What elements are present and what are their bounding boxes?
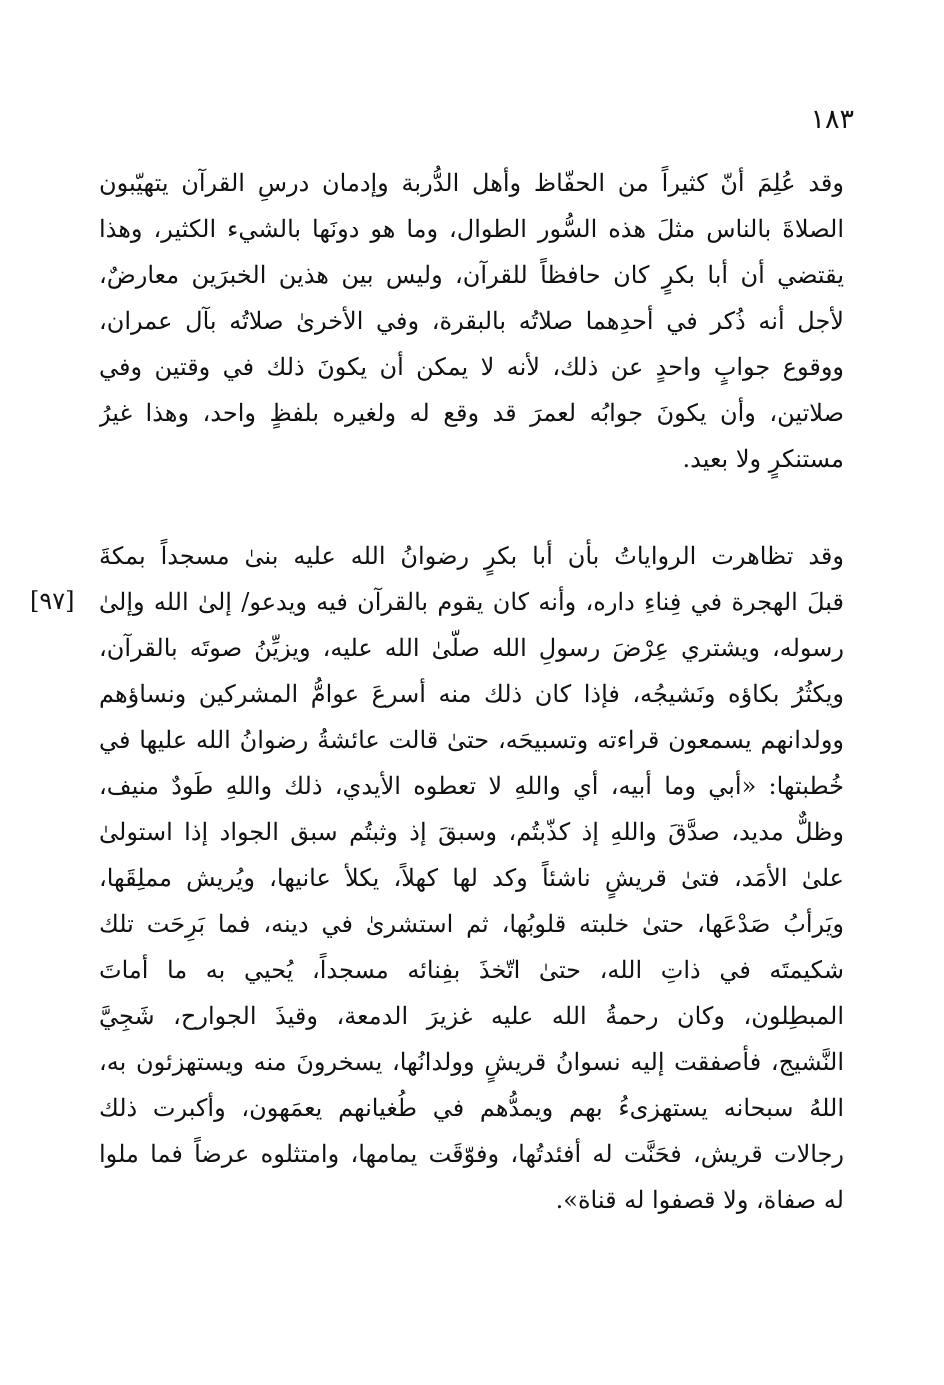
text-line: الصلاةَ بالناس مثلَ هذه السُّور الطوال، وما هو دونَها بالشيء الكثير، وهذا (99, 215, 844, 243)
page-number: ١٨٣ (810, 104, 854, 135)
text-line: علىٰ الأمَد، فتىٰ قريشٍ ناشئاً وكد لها كهلاً، يكلأ عانيها، ويُريش مملِقَها، (99, 864, 844, 892)
text-line: لأجل أنه ذُكر في أحدِهما صلاتُه بالبقرة، وفي الأخرىٰ صلاتُه بآل عمران، (99, 307, 844, 335)
text-line: له صفاة، ولا قصفوا له قناة». (555, 1186, 844, 1214)
text-line: رجالات قريش، فحَنَّت له أفئدتُها، وفوّقَت يمامها، وامتثلوه عرضاً فما ملوا (99, 1140, 844, 1168)
text-line: ويكثُرُ بكاؤه ونَشيجُه، فإذا كان ذلك منه أسرعَ عوامُّ المشركين ونساؤهم (99, 680, 844, 708)
text-line: خُطبتها: «أبي وما أبيه، أي واللهِ لا تعطوه الأيدي، ذلك واللهِ طَودٌ منيف، (99, 772, 844, 800)
text-line: اللهُ سبحانه يستهزىءُ بهم ويمدُّهم في طُغيانهم يعمَهون، وأكبرت ذلك (99, 1094, 844, 1122)
text-line: وقد تظاهرت الرواياتُ بأن أبا بكرٍ رضوانُ الله عليه بنىٰ مسجداً بمكةَ (99, 542, 844, 570)
text-line: مستنكرٍ ولا بعيد. (682, 445, 844, 473)
paragraph-1 (99, 160, 844, 482)
text-line: وولدانهم يسمعون قراءته وتسبيحَه، حتىٰ قالت عائشةُ رضوانُ الله عليها في (99, 726, 844, 754)
text-line: رسوله، ويشتري عِرْضَ رسولِ الله صلّىٰ الله عليه، ويزيِّنُ صوتَه بالقرآن، (99, 634, 844, 662)
text-line: ويَرأبُ صَدْعَها، حتىٰ خلبته قلوبُها، ثم استشرىٰ في دينه، فما بَرِحَت تلك (99, 910, 844, 938)
text-line: صلاتين، وأن يكونَ جوابُه لعمرَ قد وقع له ولغيره بلفظٍ واحد، وهذا غيرُ (99, 399, 844, 427)
text-line: شكيمتَه في ذاتِ الله، حتىٰ اتّخذَ بفِنائه مسجداً، يُحيي به ما أماتَ (99, 956, 844, 984)
text-line: ووقوع جوابٍ واحدٍ عن ذلك، لأنه لا يمكن أن يكونَ ذلك في وقتين وفي (99, 353, 844, 381)
text-line: النَّشيج، فأصفقت إليه نسوانُ قريشٍ وولدانُها، يسخرونَ منه ويستهزئون به، (99, 1048, 844, 1076)
text-line: يقتضي أن أبا بكرٍ كان حافظاً للقرآن، وليس بين هذين الخبرَين معارضٌ، (99, 261, 844, 289)
margin-reference: [٩٧] (30, 587, 75, 615)
text-line: وقد عُلِمَ أنّ كثيراً من الحفّاظ وأهل الدُّربة وإدمان درسِ القرآن يتهيّبون (99, 169, 844, 197)
text-line: المبطِلون، وكان رحمةُ الله عليه غزيرَ الدمعة، وقيذَ الجوارح، شَجِيَّ (99, 1002, 844, 1030)
paragraph-2 (99, 533, 844, 1223)
text-line: وظلٌّ مديد، صدَّقَ واللهِ إذ كذّبتُم، وسبقَ إذ وثبتُم سبق الجواد إذا استولىٰ (99, 818, 844, 846)
text-line: قبلَ الهجرة في فِناءِ داره، وأنه كان يقوم بالقرآن فيه ويدعو/ إلىٰ الله وإلىٰ (99, 588, 844, 616)
